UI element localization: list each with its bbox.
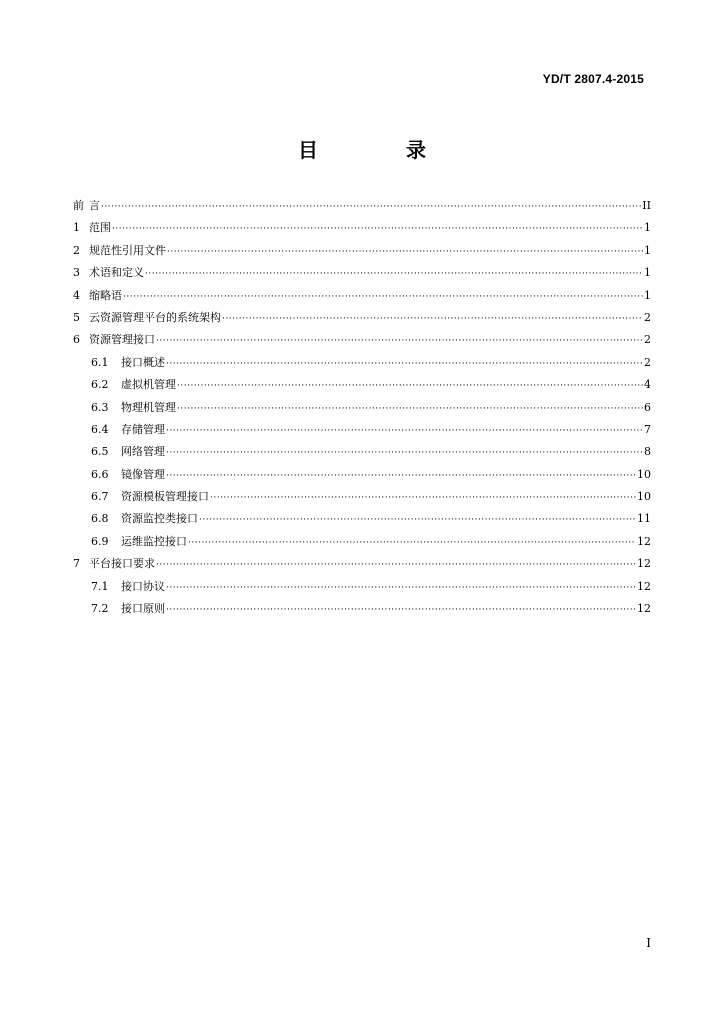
toc-entry-number: 6.7 [91,490,109,504]
toc-entry-1[interactable] [73,219,651,241]
toc-leader-dots [166,583,636,593]
toc-entry-number: 6.1 [91,355,109,369]
toc-entry-number: 3 [73,266,80,280]
toc-leader-dots [166,605,636,615]
toc-entry-number: 6.3 [91,400,109,414]
toc-entry-3[interactable] [73,264,651,286]
page-title: 目 录 [298,138,460,162]
toc-entry-page: 1 [644,266,651,280]
toc-entry-page: 8 [644,445,651,459]
toc-entry-number: 4 [73,288,80,302]
toc-entry-number: 6.6 [91,467,109,481]
toc-leader-dots [167,247,643,257]
standard-number: YD/T 2807.4-2015 [542,72,644,86]
toc-leader-dots [156,560,636,570]
toc-entry-6-9[interactable] [73,533,651,555]
toc-entry-page: 12 [637,557,651,571]
toc-entry-4[interactable] [73,287,651,309]
toc-entry-page: II [642,199,651,212]
toc-leader-dots [156,336,643,346]
toc-entry-page: 1 [644,221,651,235]
toc-entry-label: 运维监控接口 [121,534,187,548]
toc-leader-dots [222,314,643,324]
toc-entry-page: 11 [637,512,651,526]
toc-leader-dots [101,202,641,212]
toc-entry-label: 术语和定义 [89,266,144,280]
toc-entry-number: 6.5 [91,445,109,459]
toc-entry-page: 4 [644,378,651,392]
toc-entry-6-2[interactable] [73,376,651,398]
toc-entry-page: 10 [637,467,651,481]
toc-entry-label: 虚拟机管理 [121,378,176,392]
toc-entry-label: 物理机管理 [121,400,176,414]
toc-leader-dots [177,404,643,414]
toc-entry-6[interactable] [73,331,651,353]
toc-entry-page: 10 [637,490,651,504]
toc-leader-dots [145,269,643,279]
toc-entry-page: 12 [637,602,651,616]
toc-leader-dots [166,448,643,458]
toc-entry-2[interactable] [73,242,651,264]
toc-entry-page: 2 [644,333,651,347]
toc-leader-dots [177,381,643,391]
toc-entry-number: 6 [73,333,80,347]
toc-entry-number: 7.2 [91,602,109,616]
toc-entry-label: 言 [89,199,100,212]
toc-entry-page: 1 [644,288,651,302]
toc-entry-7-2[interactable] [73,600,651,622]
toc-entry-6-7[interactable] [73,488,651,510]
toc-entry-label: 资源管理接口 [89,333,155,347]
toc-entry-page: 7 [644,422,651,436]
toc-entry-label: 网络管理 [121,445,165,459]
toc-entry-6-4[interactable] [73,421,651,443]
toc-entry-label: 平台接口要求 [89,557,155,571]
toc-entry-label: 接口原则 [121,602,165,616]
toc-entry-page: 6 [644,400,651,414]
toc-entry-6-1[interactable] [73,354,651,376]
toc-entry-page: 2 [644,355,651,369]
toc-entry-7[interactable] [73,555,651,577]
toc-entry-number: 7 [73,557,80,571]
toc-entry-5[interactable] [73,309,651,331]
toc-entry-number: 1 [73,221,80,235]
toc-leader-dots [166,426,643,436]
toc-leader-dots [199,515,636,525]
toc-entry-label: 资源模板管理接口 [121,490,209,504]
toc-entry-number: 6.9 [91,534,109,548]
toc-entry-foreword[interactable] [73,197,651,219]
toc-leader-dots [166,471,636,481]
toc-entry-number: 2 [73,243,80,257]
toc-entry-number: 6.2 [91,378,109,392]
toc-entry-label: 云资源管理平台的系统架构 [89,310,221,324]
toc-entry-number: 5 [73,310,80,324]
toc-entry-label: 接口协议 [121,579,165,593]
toc-entry-number: 6.8 [91,512,109,526]
toc-entry-number: 7.1 [91,579,109,593]
toc-entry-label: 资源监控类接口 [121,512,198,526]
toc-entry-page: 2 [644,310,651,324]
toc-leader-dots [112,224,643,234]
toc-entry-7-1[interactable] [73,578,651,600]
table-of-contents [73,197,651,622]
toc-entry-6-6[interactable] [73,466,651,488]
toc-leader-dots [188,538,636,548]
toc-leader-dots [123,292,643,302]
toc-entry-6-5[interactable] [73,443,651,465]
toc-entry-label: 范围 [89,221,111,235]
toc-entry-page: 1 [644,243,651,257]
toc-entry-label: 规范性引用文件 [89,243,166,257]
page-number: I [646,936,651,950]
toc-entry-label: 缩略语 [89,288,122,302]
toc-entry-page: 12 [637,534,651,548]
toc-leader-dots [210,493,636,503]
toc-leader-dots [166,359,643,369]
toc-entry-number: 6.4 [91,422,109,436]
toc-entry-6-8[interactable] [73,510,651,532]
toc-entry-6-3[interactable] [73,399,651,421]
toc-entry-label: 接口概述 [121,355,165,369]
toc-entry-label: 存储管理 [121,422,165,436]
toc-entry-number: 前 [73,199,84,212]
toc-entry-label: 镜像管理 [121,467,165,481]
toc-entry-page: 12 [637,579,651,593]
